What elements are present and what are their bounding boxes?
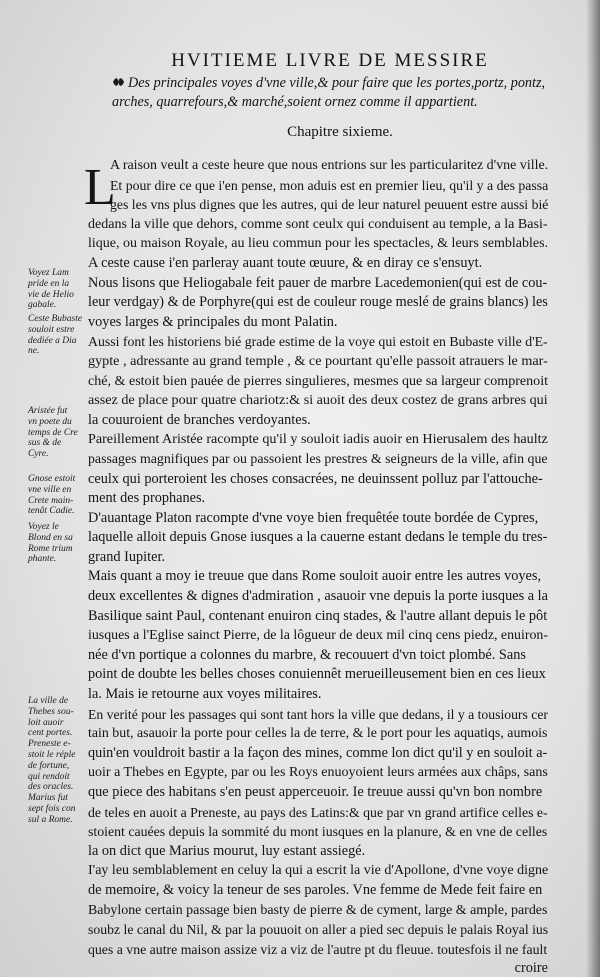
margin-note-line: Voyez Lam [28, 268, 69, 278]
text-line: Babylone certain passage bien basty de pierre & de cyment, large & ample, pardes [88, 902, 548, 918]
text-line: ges les vns plus dignes que les autres, qui de leur naturel peuuent estre aussi bié [110, 197, 549, 213]
margin-note-line: dediée a Dia [28, 335, 77, 346]
text-line: de teles en auoit a Preneste, au pays des Latins:& que par vn grand artifice celles e- [88, 804, 548, 820]
margin-note-line: souloit estre [28, 324, 75, 335]
margin-note [28, 474, 84, 517]
margin-note-line: phante. [28, 554, 57, 565]
margin-note [28, 696, 84, 826]
text-line: Basilique saint Paul, contenant enuiron cinq stades, & l'autre allant depuis le pôt [88, 607, 548, 624]
margin-note-line: Cyre. [28, 449, 49, 460]
text-line: I'ay leu semblablement en celuy la qui a escrit la vie d'Apollone, d'vne voye digne [88, 863, 549, 879]
subtitle-line: arches, quarrefours,& marché,soient ornez comme il appartient. [112, 94, 478, 110]
margin-note-line: Marius fut [28, 793, 68, 804]
text-line: voyes larges & principales du mont Palatin. [88, 313, 338, 330]
text-line: Pareillement Aristée racompte qu'il y souloit iadis auoir en Hierusalem des haultz [88, 431, 548, 448]
margin-note-line: temps de Cre [28, 427, 78, 438]
catchword: croire [514, 960, 548, 977]
text-line: point de doubte les belles choses conuiennêt merueilleusement bien en ces lieux [88, 666, 546, 683]
margin-note-line: vn poete du [28, 416, 72, 427]
margin-note [28, 522, 84, 565]
drop-cap: L [84, 159, 116, 216]
text-line: D'auantage Platon racompte d'vne voye bien frequêtée toute bordée de Cypres, [88, 509, 539, 526]
margin-note-line: Gnose estoit [28, 474, 76, 484]
margin-note [28, 268, 84, 311]
text-line: quin'en vouldroit bastir a la façon des mines, comme lon dict qu'il y en souloit a- [88, 744, 548, 761]
margin-note-line: Preneste e- [28, 739, 71, 750]
margin-note-line: sul a Rome. [28, 814, 73, 825]
margin-note-line: pride en la [28, 278, 70, 289]
text-line: stoient cauées depuis la sommité du mont iusques en la planure, & en vne de celles [88, 824, 548, 840]
text-line: ques a vne autre maison assize viz a viz de l'autre pt du fleuue. toutesfois il ne fault [88, 941, 548, 957]
margin-note-line: tenât Cadie. [28, 506, 75, 517]
margin-note-line: cent portes. [28, 728, 73, 739]
margin-note-line: Voyez le [28, 522, 59, 532]
margin-note-line: Ceste Bubaste [28, 314, 83, 324]
text-line: soubz le canal du Nil, & par la pouuoit on aller a pied sec depuis le palais Royal ius [88, 922, 549, 938]
running-header: HVITIEME LIVRE DE MESSIRE [171, 50, 489, 71]
text-line: la couuroient de branches verdoyantes. [88, 411, 311, 428]
text-line: la on dict que Marius mourut, luy estant assiegé. [88, 842, 366, 859]
text-line: la. Mais ie retourne aux voyes militaires. [88, 686, 322, 703]
body-text [88, 156, 548, 977]
text-line: laquelle alloit depuis Gnose iusques a la cauerne estant dedans le temple du tres- [88, 529, 548, 546]
margin-note-line: stoit le réple [28, 749, 76, 760]
text-line: dedans la ville que dehors, comme sont ceulx qui conduisent au temple, a la Basi- [88, 215, 548, 232]
subtitle-line: Des principales voyes d'vne ville,& pour faire que les portes,portz, pontz, [128, 75, 546, 91]
text-line: uoir a Thebes en Egypte, par ou les Roys enuoyoient leurs armées aux châps, sans [88, 765, 548, 781]
margin-note-line: Rome trium [28, 543, 73, 554]
margin-note [28, 314, 84, 357]
margin-note-line: Crete main- [28, 495, 74, 506]
text-line: que piece des habitans s'en peust apperceuoir. Ie treuue aussi qu'vn bon nombre [88, 784, 543, 800]
margin-note-line: sept fois con [28, 803, 76, 814]
text-line: iusques a l'Eglise sainct Pierre, de la lôgueur de deux mil cinq cens piedz, enuiron- [88, 628, 548, 644]
text-line: Aussi font les historiens bié grade estime de la voye qui estoit en Bubaste ville d'E- [88, 334, 548, 350]
text-line: lique, ou maison Royale, au lieu commun pour les spectacles, & leurs semblables. [88, 236, 549, 252]
text-line: En verité pour les passages qui sont tant hors la ville que dedans, il y a tousiours cer [88, 706, 548, 722]
text-line: leur verdgay) & de Porphyre(qui est de couleur rouge meslé de grains blancs) les [88, 294, 548, 311]
margin-note-line: loit auoir [28, 717, 64, 728]
margin-note-line: de fortune, [28, 760, 70, 771]
text-line: deux excellentes & dignes d'admiration , asauoir vne depuis la porte iusques a la [88, 588, 548, 605]
margin-note-line: Aristée fut [28, 406, 68, 416]
margin-note-line: vie de Helio [28, 289, 74, 300]
text-line: ceulx qui porteroient les choses consacrées, ne deuinssent polluz par l'attouche- [88, 470, 543, 487]
text-line: née d'vn portique a colonnes du marbre, & recouuert d'vn toict plombé. Sans [88, 646, 526, 663]
text-line: assez de place pour quatre chariotz:& si auoit des deux costez de grans arbres qui [88, 392, 548, 409]
chapter-title: Chapitre sixieme. [287, 124, 393, 140]
margin-note-line: Thebes sou- [28, 706, 74, 717]
text-line: de memoire, & voicy la teneur de ses paroles. Vne femme de Mede feit faire en [88, 881, 543, 898]
text-line: Nous lisons que Heliogabale feit pauer de marbre Lacedemonien(qui est de cou- [88, 274, 548, 291]
text-line: passages magnifiques par ou passoient les prestres & seigneurs de la ville, afin que [88, 451, 548, 467]
text-line: ché, & estoit bien pauée de pierres singulieres, mesmes que sa largeur comprenoit [88, 372, 549, 389]
margin-note [28, 406, 84, 460]
text-line: A raison veult a ceste heure que nous entrions sur les particularitez d'vne ville. [110, 158, 549, 173]
text-line: tain but, asauoir la porte pour celles la de terre, & le port pour les aquatiqs, aumois [88, 726, 548, 742]
margin-note-line: qui rendoit [28, 771, 70, 782]
margin-note-line: Blond en sa [28, 532, 73, 543]
text-line: gypte , adressante au grand temple , & ce pourtant qu'elle passoit atrauers le mar- [88, 352, 548, 369]
margin-note-line: ne. [28, 346, 40, 357]
margin-note-line: gabale. [28, 300, 57, 311]
page-edge-shadow [586, 0, 600, 977]
text-line: Mais quant a moy ie treuue que dans Rome souloit auoir entre les autres voyes, [88, 568, 542, 585]
margin-note-line: sus & de [28, 438, 62, 449]
margin-note-line: vne ville en [28, 484, 72, 495]
text-line: grand Iupiter. [88, 548, 166, 565]
margin-note-line: La ville de [28, 696, 69, 706]
margin-note-line: des oracles. [28, 782, 74, 793]
chapter-subtitle [112, 74, 552, 112]
text-line: A ceste cause i'en parleray auant toute œuure, & en diray ce s'ensuyt. [88, 254, 483, 271]
text-line: Et pour dire ce que i'en pense, mon aduis est en premier lieu, qu'il y a des passa [110, 177, 549, 193]
text-line: ment des prophanes. [88, 490, 206, 507]
